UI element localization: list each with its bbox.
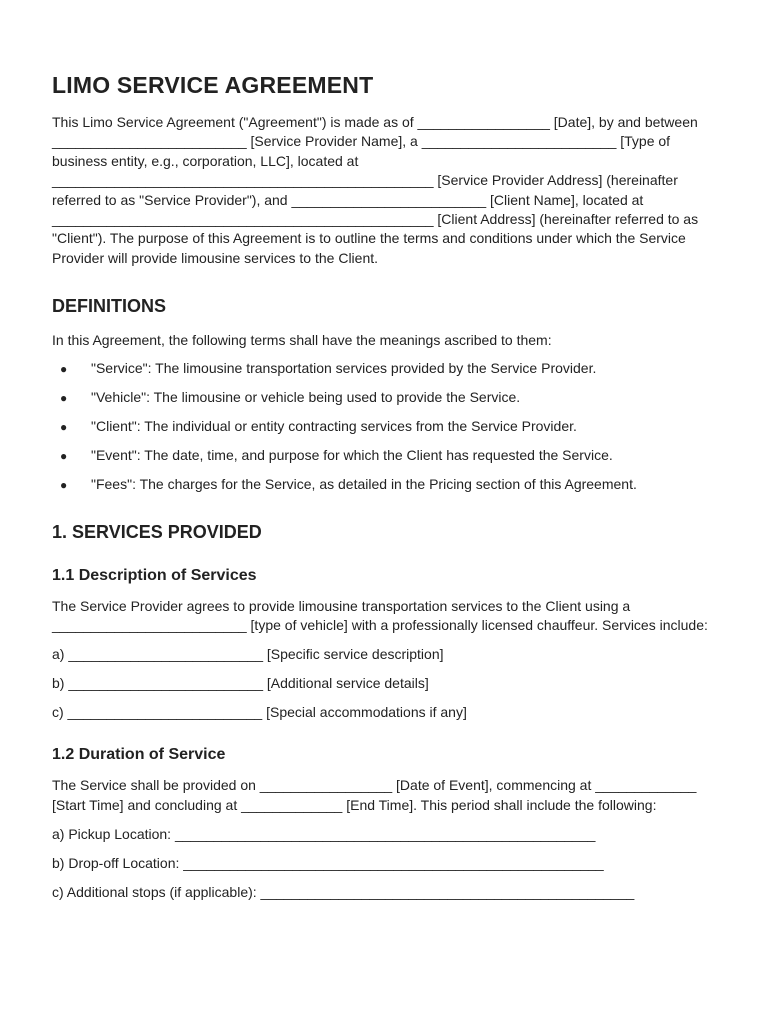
description-paragraph: The Service Provider agrees to provide limousine transportation services to the Client using a _________________________ [type of vehicle] with a professionally licensed chauffeur. Services include: [52, 597, 708, 634]
service-option-c: c) _________________________ [Special accommodations if any] [52, 704, 467, 721]
bullet-icon: ● [60, 419, 68, 434]
definition-item: ● "Fees": The charges for the Service, as detailed in the Pricing section of this Agreement. [52, 475, 718, 494]
document-title: LIMO SERVICE AGREEMENT [52, 72, 374, 98]
bullet-icon: ● [60, 390, 68, 405]
definitions-list [52, 359, 718, 494]
pickup-location: a) Pickup Location: ______________________________________________________ [52, 826, 596, 843]
duration-heading: 1.2 Duration of Service [52, 746, 226, 764]
service-option-a: a) _________________________ [Specific service description] [52, 646, 444, 663]
definition-item: ● "Service": The limousine transportation services provided by the Service Provider. [52, 359, 718, 378]
services-heading: 1. SERVICES PROVIDED [52, 521, 262, 542]
definitions-heading: DEFINITIONS [52, 296, 167, 317]
intro-paragraph: This Limo Service Agreement ("Agreement") is made as of _________________ [Date], by and between _________________________ [Service Provider Name], a _________________________ [Type of business entity, e.g., corporation, LLC], located at _________________________________________________ [Service Provider Address] (hereinafter referred to as "Service Provider"), and _________________________ [Client Name], located at _________________________________________________ [Client Address] (hereinafter referred to as "Client"). The purpose of this Agreement is to outline the terms and conditions under which the Service Provider will provide limousine services to the Client. [52, 114, 699, 266]
definition-item: ● "Vehicle": The limousine or vehicle being used to provide the Service. [52, 388, 718, 407]
dropoff-location: b) Drop-off Location: ______________________________________________________ [52, 855, 604, 872]
definition-item: ● "Client": The individual or entity contracting services from the Service Provider. [52, 417, 718, 436]
service-option-b: b) _________________________ [Additional service details] [52, 675, 429, 692]
duration-paragraph: The Service shall be provided on _________________ [Date of Event], commencing at _____________ [Start Time] and concluding at _____________ [End Time]. This period shall include the following: [52, 777, 697, 813]
bullet-icon: ● [60, 361, 68, 376]
definitions-lead: In this Agreement, the following terms shall have the meanings ascribed to them: [52, 332, 552, 349]
additional-stops: c) Additional stops (if applicable): ________________________________________________ [52, 884, 635, 901]
bullet-icon: ● [60, 448, 68, 463]
bullet-icon: ● [60, 477, 68, 492]
definition-item: ● "Event": The date, time, and purpose for which the Client has requested the Service. [52, 446, 718, 465]
description-heading: 1.1 Description of Services [52, 566, 257, 584]
